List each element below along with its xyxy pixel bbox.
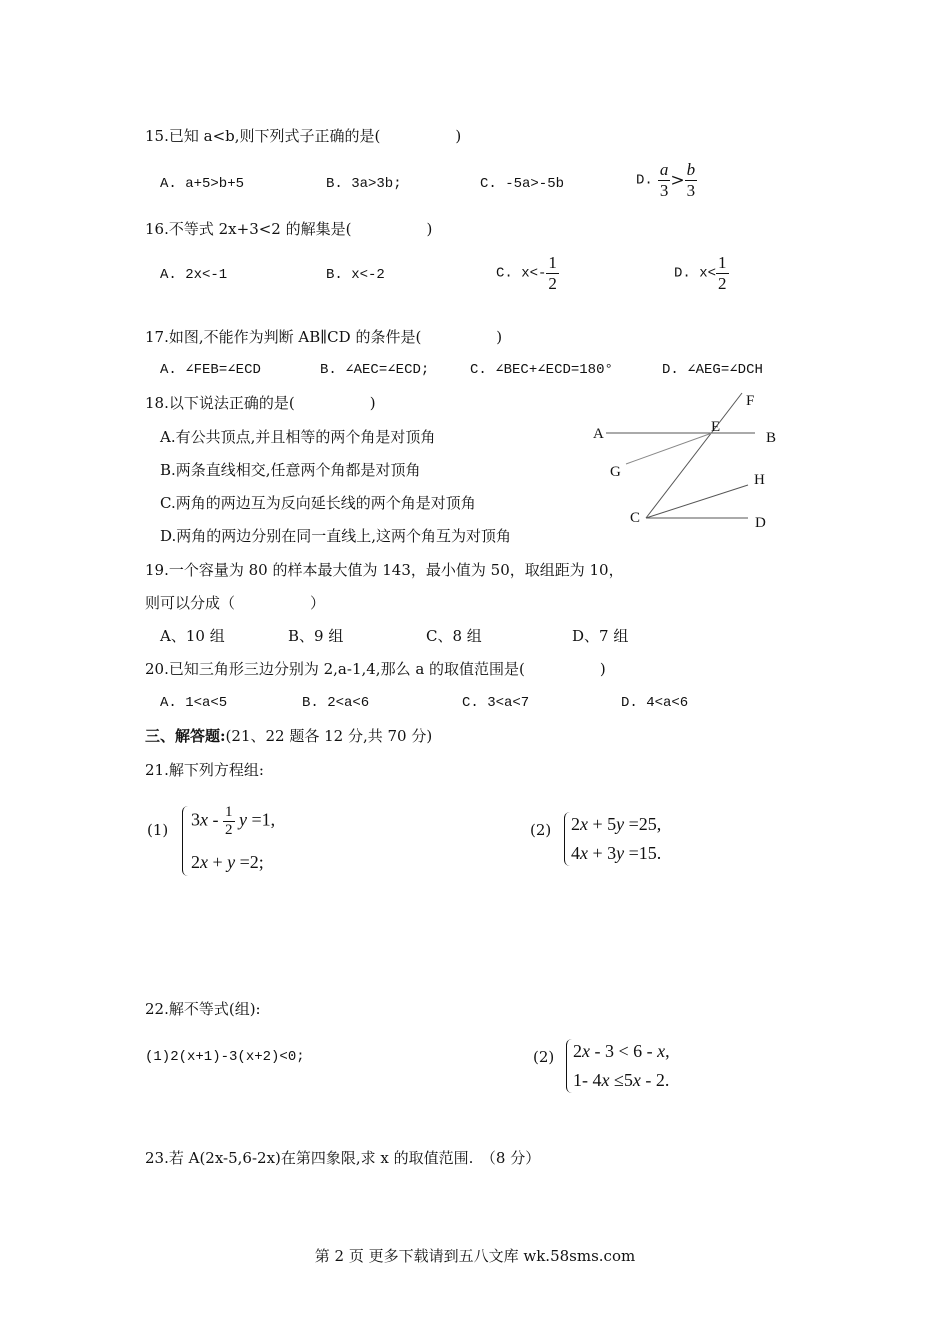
q22-part2-brace: [566, 1039, 573, 1093]
q17-option-c: C. ∠BEC+∠ECD=180°: [470, 362, 613, 378]
q20-option-b: B. 2<a<6: [302, 695, 370, 711]
q16-d-fraction: $\frac{1}{2}$: [718, 253, 727, 293]
q21-part1-eq1: 3x - $\frac{1}{2}$ y =1,: [191, 804, 276, 838]
line-cf: [646, 393, 742, 518]
q15-option-a: A. a+5>b+5: [160, 176, 245, 192]
q21-part1-label: (1): [147, 821, 169, 839]
line-ch: [646, 485, 748, 518]
label-h: H: [754, 472, 765, 488]
label-e: E: [711, 419, 721, 435]
q16-option-d-label: D. x<: [674, 265, 717, 282]
q22-part2-label: (2): [533, 1048, 555, 1066]
q22-part1: (1)2(x+1)-3(x+2)<0;: [145, 1049, 305, 1065]
q19-option-b: B、9 组: [288, 627, 344, 645]
q20-option-d: D. 4<a<6: [621, 695, 689, 711]
q15-option-d: [636, 160, 697, 201]
q15-option-d-label: D.: [636, 172, 653, 189]
q23-stem: 23.若 A(2x-5,6-2x)在第四象限,求 x 的取值范围. （8 分）: [145, 1149, 541, 1167]
q17-stem: 17.如图,不能作为判断 AB∥CD 的条件是( ): [145, 328, 503, 346]
q18-option-c: C.两角的两边互为反向延长线的两个角是对顶角: [160, 494, 476, 512]
label-a: A: [593, 426, 604, 442]
q16-option-a: A. 2x<-1: [160, 267, 228, 283]
q15-option-c: C. -5a>-5b: [480, 176, 565, 192]
q20-stem: 20.已知三角形三边分别为 2,a-1,4,那么 a 的取值范围是( ): [145, 660, 606, 678]
q15-d-fraction-2: $\frac{b}{3}$: [686, 160, 696, 200]
q16-option-b: B. x<-2: [326, 267, 385, 283]
label-c: C: [630, 510, 641, 526]
q21-part2-brace: [564, 812, 571, 866]
q21-part1-eq2: 2x + y =2;: [191, 852, 264, 872]
section-3-heading: [145, 726, 432, 746]
q21-part1-brace: [182, 806, 189, 876]
q21-part2-eq1: 2x + 5y =25,: [571, 814, 662, 834]
label-b: B: [766, 430, 777, 446]
q22-stem: 22.解不等式(组):: [145, 1000, 261, 1018]
q17-option-d: D. ∠AEG=∠DCH: [662, 362, 763, 378]
section-3-note: (21、22 题各 12 分,共 70 分): [225, 727, 433, 745]
label-f: F: [746, 393, 755, 409]
q18-option-a: A.有公共顶点,并且相等的两个角是对顶角: [160, 428, 436, 446]
q15-d-operator: >: [670, 170, 685, 191]
q20-option-c: C. 3<a<7: [462, 695, 530, 711]
label-d: D: [755, 515, 766, 531]
q16-option-c: [496, 253, 559, 294]
q21-part2-label: (2): [530, 821, 552, 839]
q16-stem: 16.不等式 2x+3<2 的解集是( ): [145, 220, 433, 238]
q18-stem: 18.以下说法正确的是( ): [145, 394, 376, 412]
q18-option-b: B.两条直线相交,任意两个角都是对顶角: [160, 461, 421, 479]
section-3-title: 三、解答题:: [145, 727, 226, 745]
q20-option-a: A. 1<a<5: [160, 695, 228, 711]
q22-part2-ineq1: 2x - 3 < 6 - x,: [573, 1041, 670, 1061]
q16-option-d: [674, 253, 729, 294]
q21-part2-eq2: 4x + 3y =15.: [571, 843, 662, 863]
q19-stem-line2: 则可以分成（ ）: [145, 594, 326, 612]
q19-option-a: A、10 组: [160, 627, 225, 645]
q17-option-b: B. ∠AEC=∠ECD;: [320, 362, 430, 378]
q19-option-d: D、7 组: [572, 627, 629, 645]
q22-part2-ineq2: 1- 4x ≤5x - 2.: [573, 1070, 670, 1090]
q19-option-c: C、8 组: [426, 627, 482, 645]
q16-c-fraction: $\frac{1}{2}$: [548, 253, 557, 293]
q15-stem: 15.已知 a<b,则下列式子正确的是( ): [145, 127, 462, 145]
q21-stem: 21.解下列方程组:: [145, 761, 264, 779]
q19-stem-line1: 19.一个容量为 80 的样本最大值为 143，最小值为 50，取组距为 10，: [145, 561, 624, 579]
q18-option-d: D.两角的两边分别在同一直线上,这两个角互为对顶角: [160, 527, 512, 545]
label-g: G: [610, 464, 621, 480]
parallel-lines-figure: [580, 385, 790, 535]
q17-option-a: A. ∠FEB=∠ECD: [160, 362, 261, 378]
q15-d-fraction-1: $\frac{a}{3}$: [659, 160, 669, 200]
q15-option-b: B. 3a>3b;: [326, 176, 402, 192]
page-footer: 第 2 页 更多下载请到五八文库 wk.58sms.com: [314, 1247, 636, 1265]
q16-option-c-label: C. x<-: [496, 265, 547, 282]
